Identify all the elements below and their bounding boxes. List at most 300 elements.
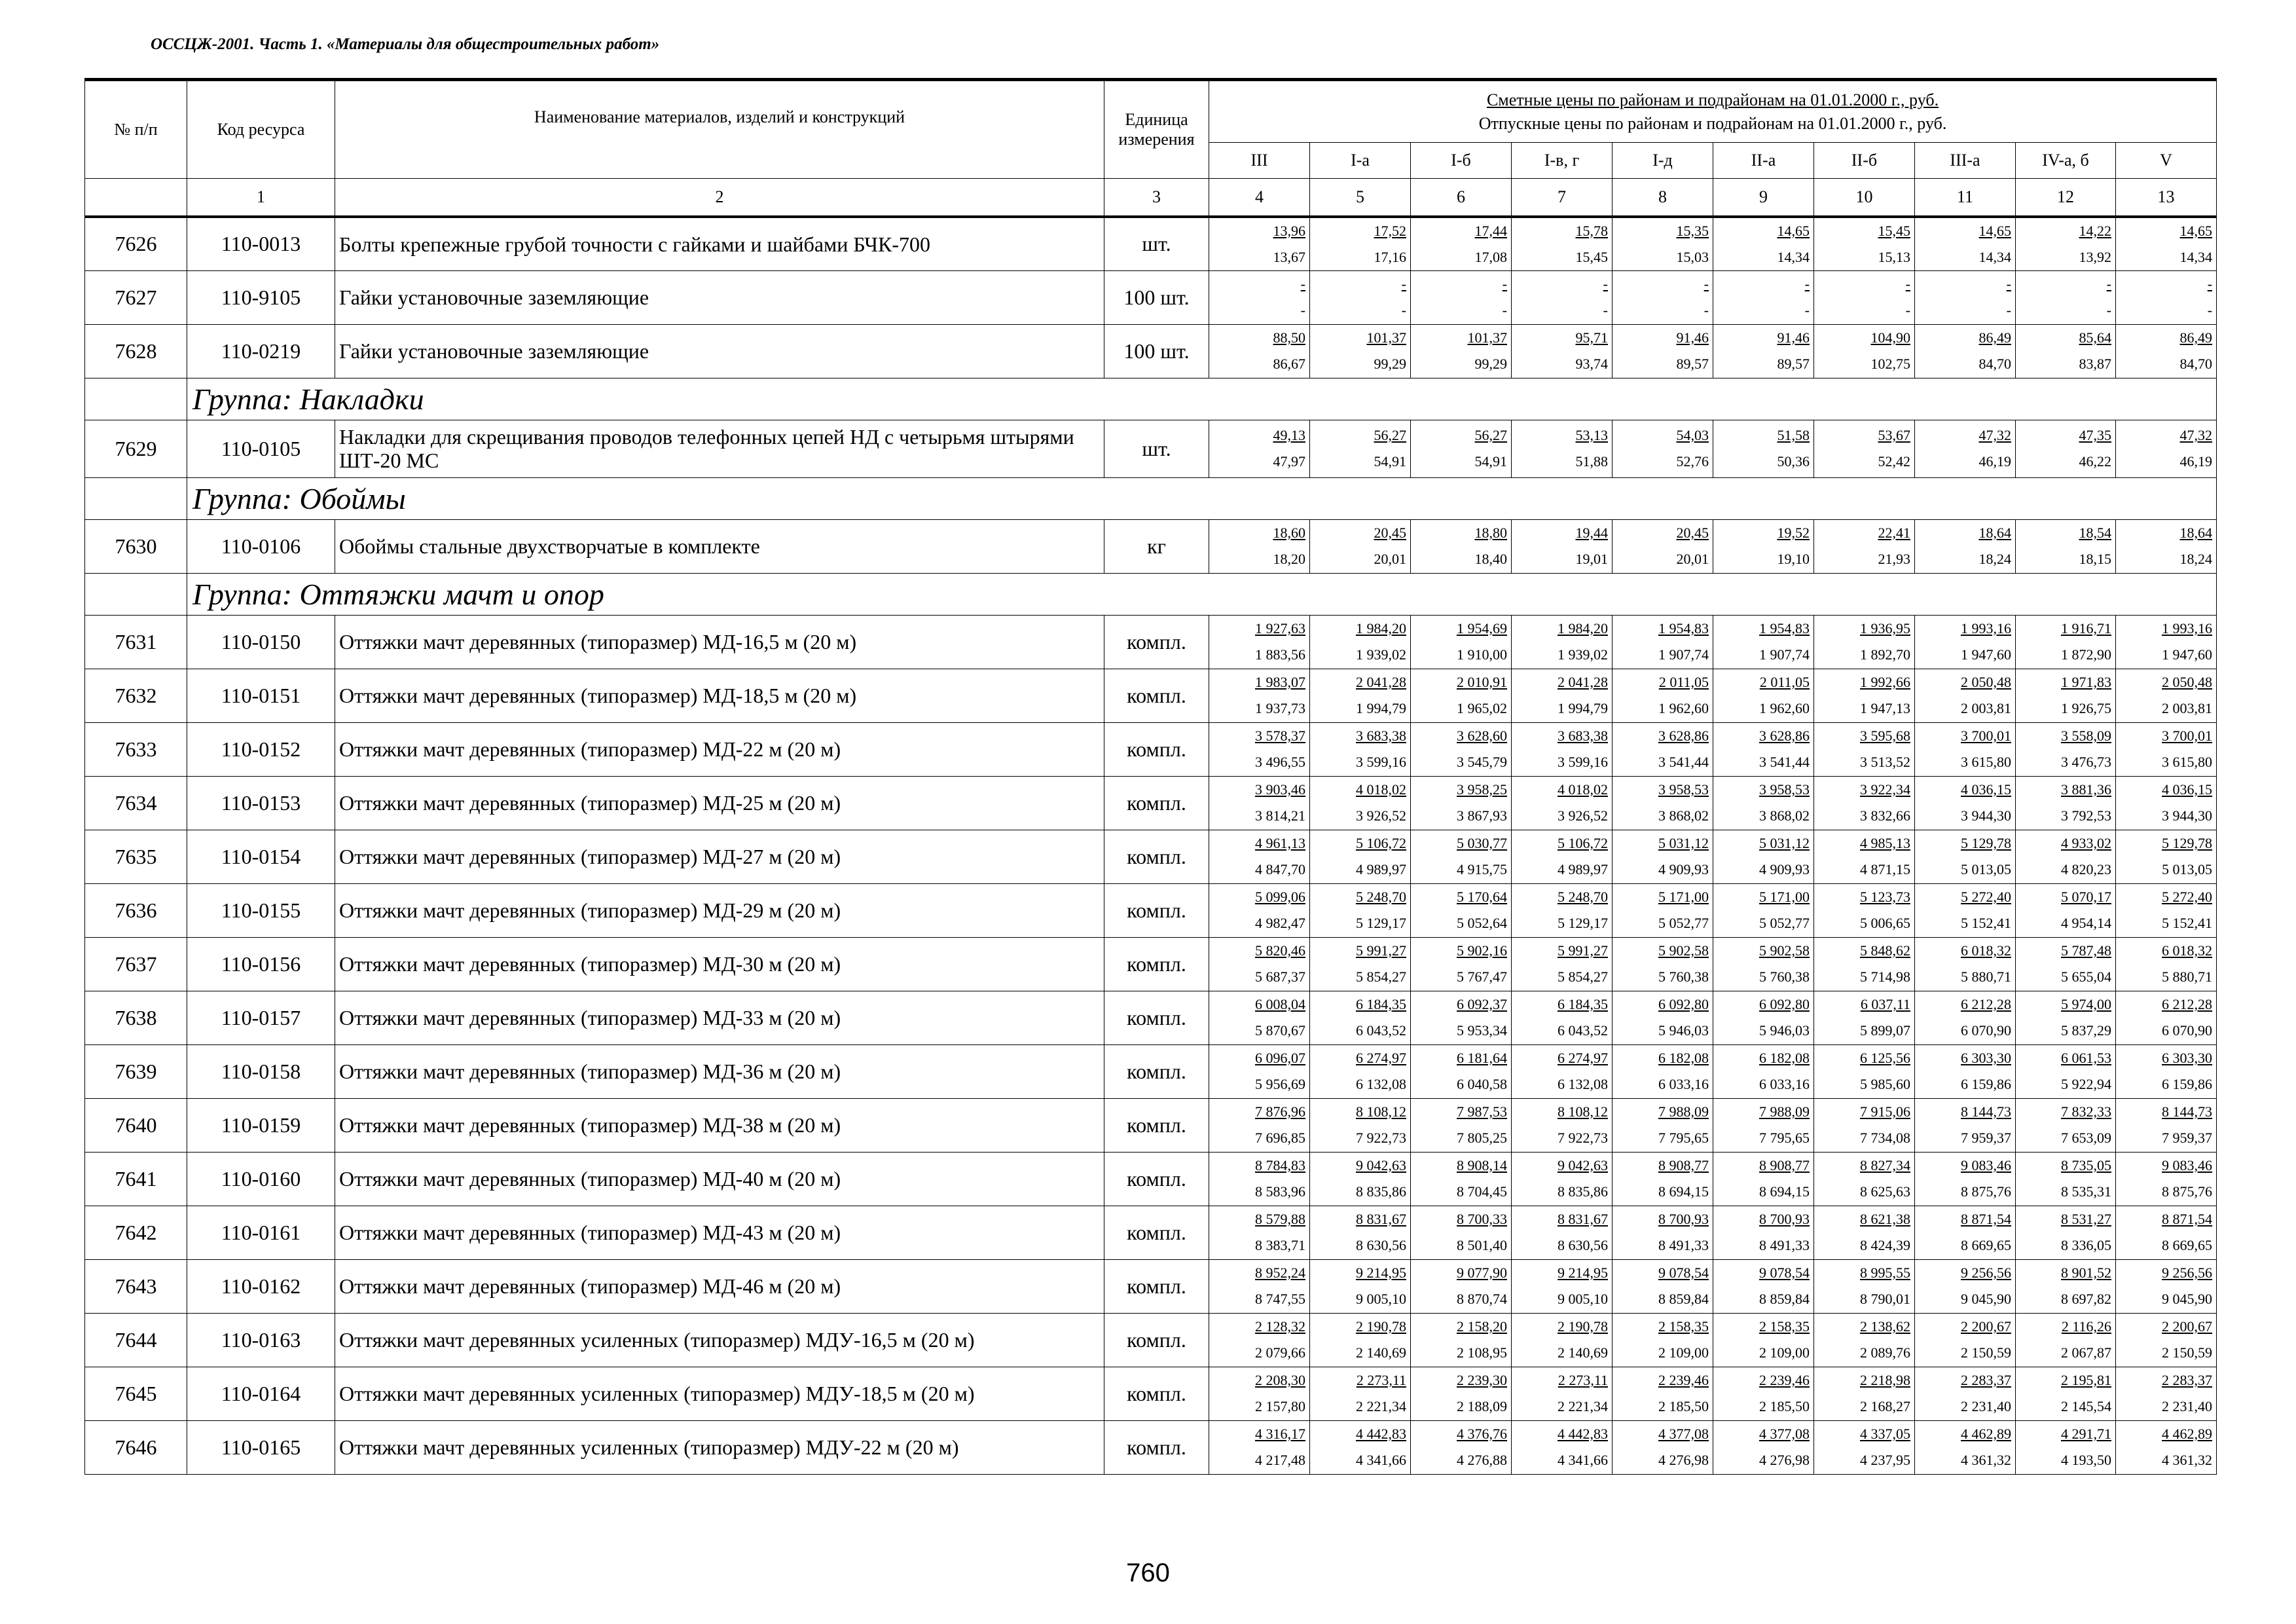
release-price: 4 361,32 bbox=[1961, 1452, 2011, 1468]
price-cell bbox=[1209, 420, 1310, 477]
estimated-price: 3 683,38 bbox=[1356, 728, 1406, 744]
estimated-price: 3 628,86 bbox=[1759, 728, 1810, 744]
release-price: 3 926,52 bbox=[1558, 807, 1608, 824]
release-price: 3 615,80 bbox=[1961, 754, 2011, 770]
price-cell bbox=[1814, 669, 1915, 722]
estimated-price: 6 096,07 bbox=[1255, 1050, 1305, 1066]
resource-code: 110-0156 bbox=[187, 937, 335, 991]
price-cell bbox=[1613, 1259, 1713, 1313]
release-price: 2 157,80 bbox=[1255, 1398, 1305, 1414]
release-price: 21,93 bbox=[1878, 551, 1910, 567]
price-cell bbox=[1310, 1098, 1411, 1152]
item-name: Болты крепежные грубой точности с гайками и шайбами БЧК-700 bbox=[335, 217, 1104, 271]
release-price: 7 795,65 bbox=[1759, 1130, 1810, 1146]
release-price: 4 909,93 bbox=[1658, 861, 1709, 877]
estimated-price: 5 272,40 bbox=[1961, 889, 2011, 905]
price-cell bbox=[1411, 1367, 1512, 1420]
estimated-price: 2 128,32 bbox=[1255, 1318, 1305, 1335]
release-price: 3 944,30 bbox=[1961, 807, 2011, 824]
estimated-price: 5 902,16 bbox=[1457, 942, 1507, 959]
estimated-price: 5 129,78 bbox=[1961, 835, 2011, 851]
price-cell bbox=[1310, 519, 1411, 573]
release-price: 1 947,60 bbox=[1961, 646, 2011, 663]
resource-code: 110-0151 bbox=[187, 669, 335, 722]
estimated-price: 5 031,12 bbox=[1658, 835, 1709, 851]
table-row bbox=[85, 324, 2217, 378]
estimated-price: 18,60 bbox=[1273, 525, 1305, 541]
item-name: Оттяжки мачт деревянных (типоразмер) МД-29 м (20 м) bbox=[335, 883, 1104, 937]
price-cell bbox=[1613, 669, 1713, 722]
release-price: 5 687,37 bbox=[1255, 969, 1305, 985]
release-price: 8 870,74 bbox=[1457, 1291, 1507, 1307]
release-price: 6 033,16 bbox=[1759, 1076, 1810, 1092]
release-price: 5 013,05 bbox=[2162, 861, 2213, 877]
price-cell bbox=[1209, 883, 1310, 937]
release-price: 89,57 bbox=[1676, 356, 1709, 372]
price-cell bbox=[2016, 1152, 2116, 1206]
price-cell bbox=[1209, 1313, 1310, 1367]
price-cell bbox=[1209, 1098, 1310, 1152]
price-cell bbox=[1512, 1098, 1613, 1152]
release-price: 5 052,77 bbox=[1658, 915, 1709, 931]
estimated-price: 5 030,77 bbox=[1457, 835, 1507, 851]
group-row bbox=[85, 573, 2217, 615]
estimated-price: 19,44 bbox=[1575, 525, 1608, 541]
release-price: 20,01 bbox=[1374, 551, 1406, 567]
release-price: 2 168,27 bbox=[1860, 1398, 1910, 1414]
table-row bbox=[85, 1152, 2217, 1206]
estimated-price: 9 256,56 bbox=[2162, 1264, 2213, 1281]
price-cell bbox=[1209, 830, 1310, 883]
price-cell bbox=[1915, 270, 2016, 324]
price-cell bbox=[1209, 991, 1310, 1044]
unit-of-measure: компл. bbox=[1104, 1367, 1209, 1420]
unit-of-measure: компл. bbox=[1104, 1044, 1209, 1098]
resource-code: 110-0163 bbox=[187, 1313, 335, 1367]
estimated-price: 5 991,27 bbox=[1356, 942, 1406, 959]
estimated-price: 5 070,17 bbox=[2061, 889, 2111, 905]
price-cell bbox=[2116, 420, 2217, 477]
price-cell bbox=[1814, 776, 1915, 830]
price-cell bbox=[1814, 830, 1915, 883]
estimated-price: 4 036,15 bbox=[1961, 781, 2011, 798]
release-price: 8 694,15 bbox=[1759, 1183, 1810, 1200]
estimated-price: 54,03 bbox=[1676, 427, 1709, 443]
table-row bbox=[85, 937, 2217, 991]
price-cell bbox=[2016, 324, 2116, 378]
price-cell bbox=[1310, 883, 1411, 937]
price-cell bbox=[1512, 1420, 1613, 1474]
release-price: 2 140,69 bbox=[1558, 1344, 1608, 1361]
estimated-price: 6 125,56 bbox=[1860, 1050, 1910, 1066]
item-name: Оттяжки мачт деревянных усиленных (типоразмер) МДУ-22 м (20 м) bbox=[335, 1420, 1104, 1474]
release-price: 4 361,32 bbox=[2162, 1452, 2213, 1468]
estimated-price: 3 958,53 bbox=[1658, 781, 1709, 798]
price-cell bbox=[1713, 1313, 1814, 1367]
price-cell bbox=[1814, 722, 1915, 776]
release-price: 9 045,90 bbox=[1961, 1291, 2011, 1307]
estimated-price: 3 683,38 bbox=[1558, 728, 1608, 744]
price-cell bbox=[2016, 1098, 2116, 1152]
release-price: 5 767,47 bbox=[1457, 969, 1507, 985]
estimated-price: 6 212,28 bbox=[1961, 996, 2011, 1012]
price-cell bbox=[1512, 1259, 1613, 1313]
table-row bbox=[85, 615, 2217, 669]
estimated-price: 8 700,33 bbox=[1457, 1211, 1507, 1227]
price-cell bbox=[1310, 830, 1411, 883]
estimated-price: 9 083,46 bbox=[1961, 1157, 2011, 1173]
estimated-price: - bbox=[1401, 276, 1406, 292]
release-price: 8 859,84 bbox=[1658, 1291, 1709, 1307]
release-price: - bbox=[1704, 302, 1709, 318]
column-number: 3 bbox=[1104, 179, 1209, 217]
release-price: - bbox=[1804, 302, 1810, 318]
table-row bbox=[85, 669, 2217, 722]
price-cell bbox=[1713, 615, 1814, 669]
release-price: 5 760,38 bbox=[1658, 969, 1709, 985]
release-price: 8 790,01 bbox=[1860, 1291, 1910, 1307]
estimated-price: 9 214,95 bbox=[1356, 1264, 1406, 1281]
release-price: 8 697,82 bbox=[2061, 1291, 2111, 1307]
release-price: 2 003,81 bbox=[1961, 700, 2011, 716]
release-price: 1 926,75 bbox=[2061, 700, 2111, 716]
price-cell bbox=[1411, 1098, 1512, 1152]
release-price: 4 915,75 bbox=[1457, 861, 1507, 877]
estimated-price: 5 123,73 bbox=[1860, 889, 1910, 905]
price-cell bbox=[1411, 776, 1512, 830]
row-number: 7636 bbox=[85, 883, 187, 937]
unit-of-measure: 100 шт. bbox=[1104, 324, 1209, 378]
estimated-price: 6 092,80 bbox=[1658, 996, 1709, 1012]
release-price: 93,74 bbox=[1575, 356, 1608, 372]
estimated-price: 101,37 bbox=[1467, 329, 1507, 346]
price-cell bbox=[1915, 1044, 2016, 1098]
estimated-price: 2 041,28 bbox=[1558, 674, 1608, 690]
estimated-price: 8 871,54 bbox=[1961, 1211, 2011, 1227]
release-price: - bbox=[2207, 302, 2213, 318]
release-price: 4 237,95 bbox=[1860, 1452, 1910, 1468]
estimated-price: 8 871,54 bbox=[2162, 1211, 2213, 1227]
estimated-price: 2 195,81 bbox=[2061, 1372, 2111, 1388]
estimated-price: 14,22 bbox=[2079, 222, 2111, 239]
price-cell bbox=[2016, 1420, 2116, 1474]
release-price: 2 150,59 bbox=[2162, 1344, 2213, 1361]
region-header: I-д bbox=[1613, 143, 1713, 179]
resource-code: 110-0106 bbox=[187, 519, 335, 573]
release-price: 5 152,41 bbox=[1961, 915, 2011, 931]
estimated-price: 1 936,95 bbox=[1860, 620, 1910, 637]
release-price: 7 922,73 bbox=[1558, 1130, 1608, 1146]
price-cell bbox=[1915, 991, 2016, 1044]
price-cell bbox=[1713, 991, 1814, 1044]
estimated-price: 2 158,20 bbox=[1457, 1318, 1507, 1335]
estimated-price: 14,65 bbox=[1978, 222, 2011, 239]
price-cell bbox=[1713, 1206, 1814, 1259]
release-price: - bbox=[1502, 302, 1507, 318]
estimated-price: 4 018,02 bbox=[1558, 781, 1608, 798]
estimated-price: 3 628,86 bbox=[1658, 728, 1709, 744]
price-cell bbox=[1613, 1098, 1713, 1152]
release-price: 19,10 bbox=[1777, 551, 1810, 567]
estimated-price: 2 273,11 bbox=[1558, 1372, 1608, 1388]
release-price: 5 899,07 bbox=[1860, 1022, 1910, 1039]
row-number: 7639 bbox=[85, 1044, 187, 1098]
estimated-price: 4 462,89 bbox=[1961, 1426, 2011, 1442]
price-cell bbox=[1310, 991, 1411, 1044]
release-price: 6 070,90 bbox=[2162, 1022, 2213, 1039]
price-cell bbox=[1209, 217, 1310, 271]
release-price: 5 714,98 bbox=[1860, 969, 1910, 985]
release-price: 1 962,60 bbox=[1759, 700, 1810, 716]
estimated-price: 2 041,28 bbox=[1356, 674, 1406, 690]
price-cell bbox=[2016, 1206, 2116, 1259]
price-cell bbox=[1713, 883, 1814, 937]
release-price: 99,29 bbox=[1374, 356, 1406, 372]
price-cell bbox=[1915, 883, 2016, 937]
row-number: 7642 bbox=[85, 1206, 187, 1259]
release-price: 14,34 bbox=[1777, 248, 1810, 265]
item-name: Накладки для скрещивания проводов телефонных цепей НД с четырьмя штырями ШТ-20 МС bbox=[335, 420, 1104, 477]
estimated-price: 8 531,27 bbox=[2061, 1211, 2111, 1227]
price-cell bbox=[1411, 615, 1512, 669]
release-price: - bbox=[1300, 302, 1305, 318]
price-cell bbox=[1411, 1259, 1512, 1313]
estimated-price: 53,67 bbox=[1878, 427, 1910, 443]
release-price: 46,19 bbox=[1978, 453, 2011, 470]
estimated-price: - bbox=[2006, 276, 2011, 292]
release-price: 4 276,88 bbox=[1457, 1452, 1507, 1468]
region-header: V bbox=[2116, 143, 2217, 179]
price-cell bbox=[1411, 420, 1512, 477]
release-price: 4 276,98 bbox=[1759, 1452, 1810, 1468]
release-price: 1 962,60 bbox=[1658, 700, 1709, 716]
estimated-price: 3 958,25 bbox=[1457, 781, 1507, 798]
price-cell bbox=[1209, 1259, 1310, 1313]
release-price: 8 491,33 bbox=[1658, 1237, 1709, 1253]
release-price: 5 152,41 bbox=[2162, 915, 2213, 931]
estimated-price: 91,46 bbox=[1777, 329, 1810, 346]
estimated-price: 5 991,27 bbox=[1558, 942, 1608, 959]
estimated-price: 6 274,97 bbox=[1558, 1050, 1608, 1066]
estimated-price: 86,49 bbox=[1978, 329, 2011, 346]
header-name: Наименование материалов, изделий и конструкций bbox=[335, 80, 1104, 179]
estimated-price: 49,13 bbox=[1273, 427, 1305, 443]
price-cell bbox=[1310, 217, 1411, 271]
price-cell bbox=[1310, 420, 1411, 477]
estimated-price: 5 248,70 bbox=[1356, 889, 1406, 905]
estimated-price: 5 902,58 bbox=[1658, 942, 1709, 959]
item-name: Оттяжки мачт деревянных усиленных (типоразмер) МДУ-16,5 м (20 м) bbox=[335, 1313, 1104, 1367]
price-cell bbox=[1713, 722, 1814, 776]
estimated-price: 20,45 bbox=[1676, 525, 1709, 541]
estimated-price: 2 190,78 bbox=[1356, 1318, 1406, 1335]
price-cell bbox=[1209, 270, 1310, 324]
estimated-price: 6 018,32 bbox=[1961, 942, 2011, 959]
price-cell bbox=[1411, 519, 1512, 573]
price-cell bbox=[1209, 669, 1310, 722]
estimated-price: 1 984,20 bbox=[1356, 620, 1406, 637]
estimated-price: 2 218,98 bbox=[1860, 1372, 1910, 1388]
region-header: I-в, г bbox=[1512, 143, 1613, 179]
estimated-price: 6 181,64 bbox=[1457, 1050, 1507, 1066]
price-cell bbox=[1613, 324, 1713, 378]
resource-code: 110-0150 bbox=[187, 615, 335, 669]
estimated-price: 4 442,83 bbox=[1558, 1426, 1608, 1442]
release-price: 8 669,65 bbox=[1961, 1237, 2011, 1253]
price-cell bbox=[2016, 669, 2116, 722]
price-cell bbox=[1814, 1044, 1915, 1098]
price-cell bbox=[2116, 1152, 2217, 1206]
release-price: 1 937,73 bbox=[1255, 700, 1305, 716]
estimated-price: 6 303,30 bbox=[1961, 1050, 2011, 1066]
price-cell bbox=[1411, 883, 1512, 937]
item-name: Оттяжки мачт деревянных (типоразмер) МД-43 м (20 м) bbox=[335, 1206, 1104, 1259]
estimated-price: 2 050,48 bbox=[1961, 674, 2011, 690]
estimated-price: 20,45 bbox=[1374, 525, 1406, 541]
price-cell bbox=[1310, 270, 1411, 324]
estimated-price: 1 983,07 bbox=[1255, 674, 1305, 690]
release-price: 2 067,87 bbox=[2061, 1344, 2111, 1361]
release-price: 7 959,37 bbox=[2162, 1130, 2213, 1146]
header-regions-release: Отпускные цены по районам и подрайонам на 01.01.2000 г., руб. bbox=[1478, 113, 1947, 133]
estimated-price: 4 377,08 bbox=[1759, 1426, 1810, 1442]
estimated-price: 3 700,01 bbox=[2162, 728, 2213, 744]
estimated-price: 88,50 bbox=[1273, 329, 1305, 346]
region-header: I-а bbox=[1310, 143, 1411, 179]
release-price: 7 696,85 bbox=[1255, 1130, 1305, 1146]
resource-code: 110-0165 bbox=[187, 1420, 335, 1474]
price-cell bbox=[1411, 1206, 1512, 1259]
row-number: 7635 bbox=[85, 830, 187, 883]
release-price: 86,67 bbox=[1273, 356, 1305, 372]
estimated-price: 13,96 bbox=[1273, 222, 1305, 239]
estimated-price: 86,49 bbox=[2179, 329, 2213, 346]
release-price: 7 653,09 bbox=[2061, 1130, 2111, 1146]
price-cell bbox=[1713, 830, 1814, 883]
row-number: 7641 bbox=[85, 1152, 187, 1206]
price-cell bbox=[1713, 324, 1814, 378]
estimated-price: 8 144,73 bbox=[2162, 1103, 2213, 1120]
estimated-price: 2 158,35 bbox=[1658, 1318, 1709, 1335]
estimated-price: 47,32 bbox=[2179, 427, 2213, 443]
release-price: 4 847,70 bbox=[1255, 861, 1305, 877]
estimated-price: 5 106,72 bbox=[1356, 835, 1406, 851]
release-price: 99,29 bbox=[1474, 356, 1507, 372]
release-price: 2 185,50 bbox=[1658, 1398, 1709, 1414]
price-cell bbox=[2016, 1044, 2116, 1098]
price-cell bbox=[1915, 1420, 2016, 1474]
estimated-price: 8 831,67 bbox=[1558, 1211, 1608, 1227]
row-number: 7644 bbox=[85, 1313, 187, 1367]
estimated-price: 1 954,69 bbox=[1457, 620, 1507, 637]
estimated-price: 18,80 bbox=[1474, 525, 1507, 541]
column-number: 4 bbox=[1209, 179, 1310, 217]
release-price: 17,08 bbox=[1474, 248, 1507, 265]
release-price: 84,70 bbox=[1978, 356, 2011, 372]
row-number: 7637 bbox=[85, 937, 187, 991]
release-price: 3 599,16 bbox=[1356, 754, 1406, 770]
estimated-price: 5 171,00 bbox=[1759, 889, 1810, 905]
price-cell bbox=[1814, 615, 1915, 669]
unit-of-measure: компл. bbox=[1104, 776, 1209, 830]
column-number-row bbox=[85, 179, 2217, 217]
release-price: 18,24 bbox=[2179, 551, 2213, 567]
price-cell bbox=[1512, 1367, 1613, 1420]
item-name: Гайки установочные заземляющие bbox=[335, 270, 1104, 324]
estimated-price: 14,65 bbox=[2179, 222, 2213, 239]
price-cell bbox=[1814, 991, 1915, 1044]
estimated-price: - bbox=[1704, 276, 1709, 292]
release-price: - bbox=[1905, 302, 1910, 318]
price-cell bbox=[1209, 776, 1310, 830]
release-price: 5 129,17 bbox=[1356, 915, 1406, 931]
estimated-price: 5 099,06 bbox=[1255, 889, 1305, 905]
resource-code: 110-0153 bbox=[187, 776, 335, 830]
release-price: 4 989,97 bbox=[1558, 861, 1608, 877]
table-row bbox=[85, 1206, 2217, 1259]
release-price: 4 217,48 bbox=[1255, 1452, 1305, 1468]
price-cell bbox=[2016, 776, 2116, 830]
unit-of-measure: шт. bbox=[1104, 217, 1209, 271]
estimated-price: 95,71 bbox=[1575, 329, 1608, 346]
unit-of-measure: компл. bbox=[1104, 1420, 1209, 1474]
estimated-price: 18,64 bbox=[2179, 525, 2213, 541]
unit-of-measure: компл. bbox=[1104, 722, 1209, 776]
price-cell bbox=[1209, 519, 1310, 573]
estimated-price: 19,52 bbox=[1777, 525, 1810, 541]
row-number: 7627 bbox=[85, 270, 187, 324]
release-price: 1 939,02 bbox=[1356, 646, 1406, 663]
estimated-price: 6 092,80 bbox=[1759, 996, 1810, 1012]
release-price: 1 994,79 bbox=[1558, 700, 1608, 716]
estimated-price: 4 291,71 bbox=[2061, 1426, 2111, 1442]
release-price: 5 006,65 bbox=[1860, 915, 1910, 931]
resource-code: 110-0157 bbox=[187, 991, 335, 1044]
estimated-price: 15,35 bbox=[1676, 222, 1709, 239]
estimated-price: 2 190,78 bbox=[1558, 1318, 1608, 1335]
estimated-price: 8 735,05 bbox=[2061, 1157, 2111, 1173]
release-price: 8 630,56 bbox=[1558, 1237, 1608, 1253]
release-price: 18,15 bbox=[2079, 551, 2111, 567]
price-cell bbox=[2016, 991, 2116, 1044]
price-cell bbox=[1814, 324, 1915, 378]
estimated-price: 18,64 bbox=[1978, 525, 2011, 541]
estimated-price: 5 902,58 bbox=[1759, 942, 1810, 959]
price-cell bbox=[1310, 937, 1411, 991]
release-price: 6 132,08 bbox=[1558, 1076, 1608, 1092]
column-number-blank bbox=[85, 179, 187, 217]
unit-of-measure: компл. bbox=[1104, 937, 1209, 991]
price-cell bbox=[1814, 1206, 1915, 1259]
release-price: 8 694,15 bbox=[1658, 1183, 1709, 1200]
table-row bbox=[85, 1044, 2217, 1098]
price-cell bbox=[1209, 937, 1310, 991]
release-price: 3 832,66 bbox=[1860, 807, 1910, 824]
release-price: 19,01 bbox=[1575, 551, 1608, 567]
column-number: 10 bbox=[1814, 179, 1915, 217]
price-cell bbox=[2016, 883, 2116, 937]
row-number: 7632 bbox=[85, 669, 187, 722]
release-price: 3 814,21 bbox=[1255, 807, 1305, 824]
price-cell bbox=[1411, 937, 1512, 991]
price-cell bbox=[1411, 722, 1512, 776]
estimated-price: 2 239,30 bbox=[1457, 1372, 1507, 1388]
price-cell bbox=[2016, 1367, 2116, 1420]
column-number: 5 bbox=[1310, 179, 1411, 217]
estimated-price: 3 558,09 bbox=[2061, 728, 2111, 744]
price-cell bbox=[1411, 991, 1512, 1044]
price-cell bbox=[1915, 830, 2016, 883]
